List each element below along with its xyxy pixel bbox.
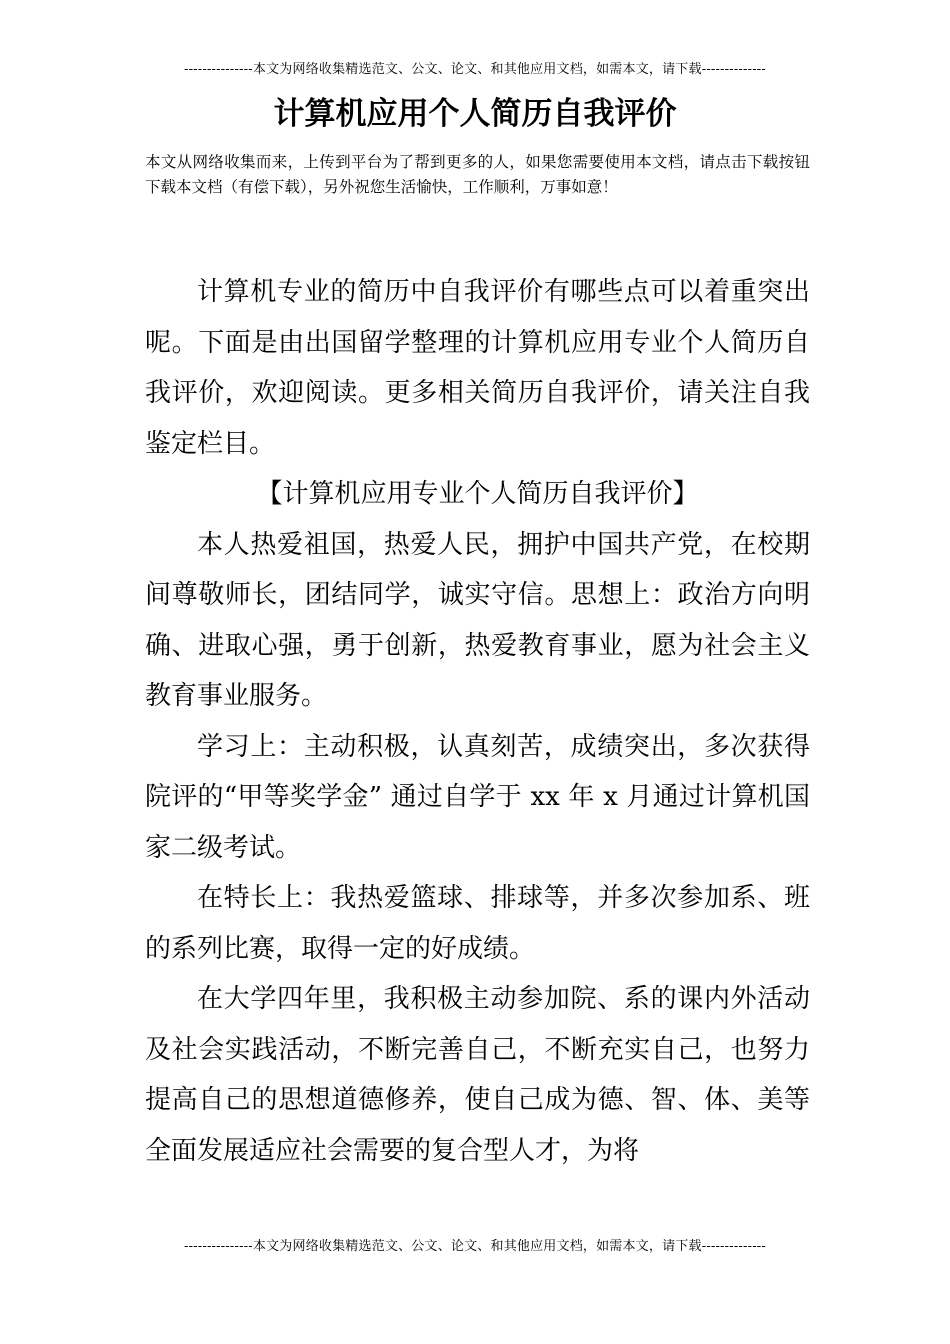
document-body — [145, 267, 810, 1176]
intro-notice: 本文从网络收集而来，上传到平台为了帮到更多的人，如果您需要使用本文档，请点击下载按钮下载本文档（有偿下载），另外祝您生活愉快，工作顺利，万事如意！ — [145, 153, 810, 196]
body-paragraph: 本人热爱祖国，热爱人民，拥护中国共产党，在校期间尊敬师长，团结同学，诚实守信。思想上：政治方向明确、进取心强，勇于创新，热爱教育事业，愿为社会主义教育事业服务。 — [145, 529, 810, 711]
header-banner: ---------------本文为网络收集精选范文、公文、论文、和其他应用文档，如需本文，请下载-------------- — [184, 62, 766, 77]
body-paragraph: 计算机专业的简历中自我评价有哪些点可以着重突出呢。下面是由出国留学整理的计算机应用专业个人简历自我评价，欢迎阅读。更多相关简历自我评价，请关注自我鉴定栏目。 — [145, 277, 810, 459]
body-paragraph: 学习上：主动积极，认真刻苦，成绩突出，多次获得院评的“甲等奖学金” 通过自学于 xx 年 x 月通过计算机国家二级考试。 — [145, 731, 810, 863]
body-paragraph: 在特长上：我热爱篮球、排球等，并多次参加系、班的系列比赛，取得一定的好成绩。 — [145, 883, 810, 964]
footer-banner: ---------------本文为网络收集精选范文、公文、论文、和其他应用文档，如需本文，请下载-------------- — [184, 1239, 766, 1254]
section-heading: 【计算机应用专业个人简历自我评价】 — [256, 479, 699, 509]
body-paragraph: 在大学四年里，我积极主动参加院、系的课内外活动及社会实践活动，不断完善自己，不断充实自己，也努力提高自己的思想道德修养，使自己成为德、智、体、美等全面发展适应社会需要的复合型人才，为将 — [145, 984, 810, 1166]
document-title: 计算机应用个人简历自我评价 — [273, 96, 677, 132]
